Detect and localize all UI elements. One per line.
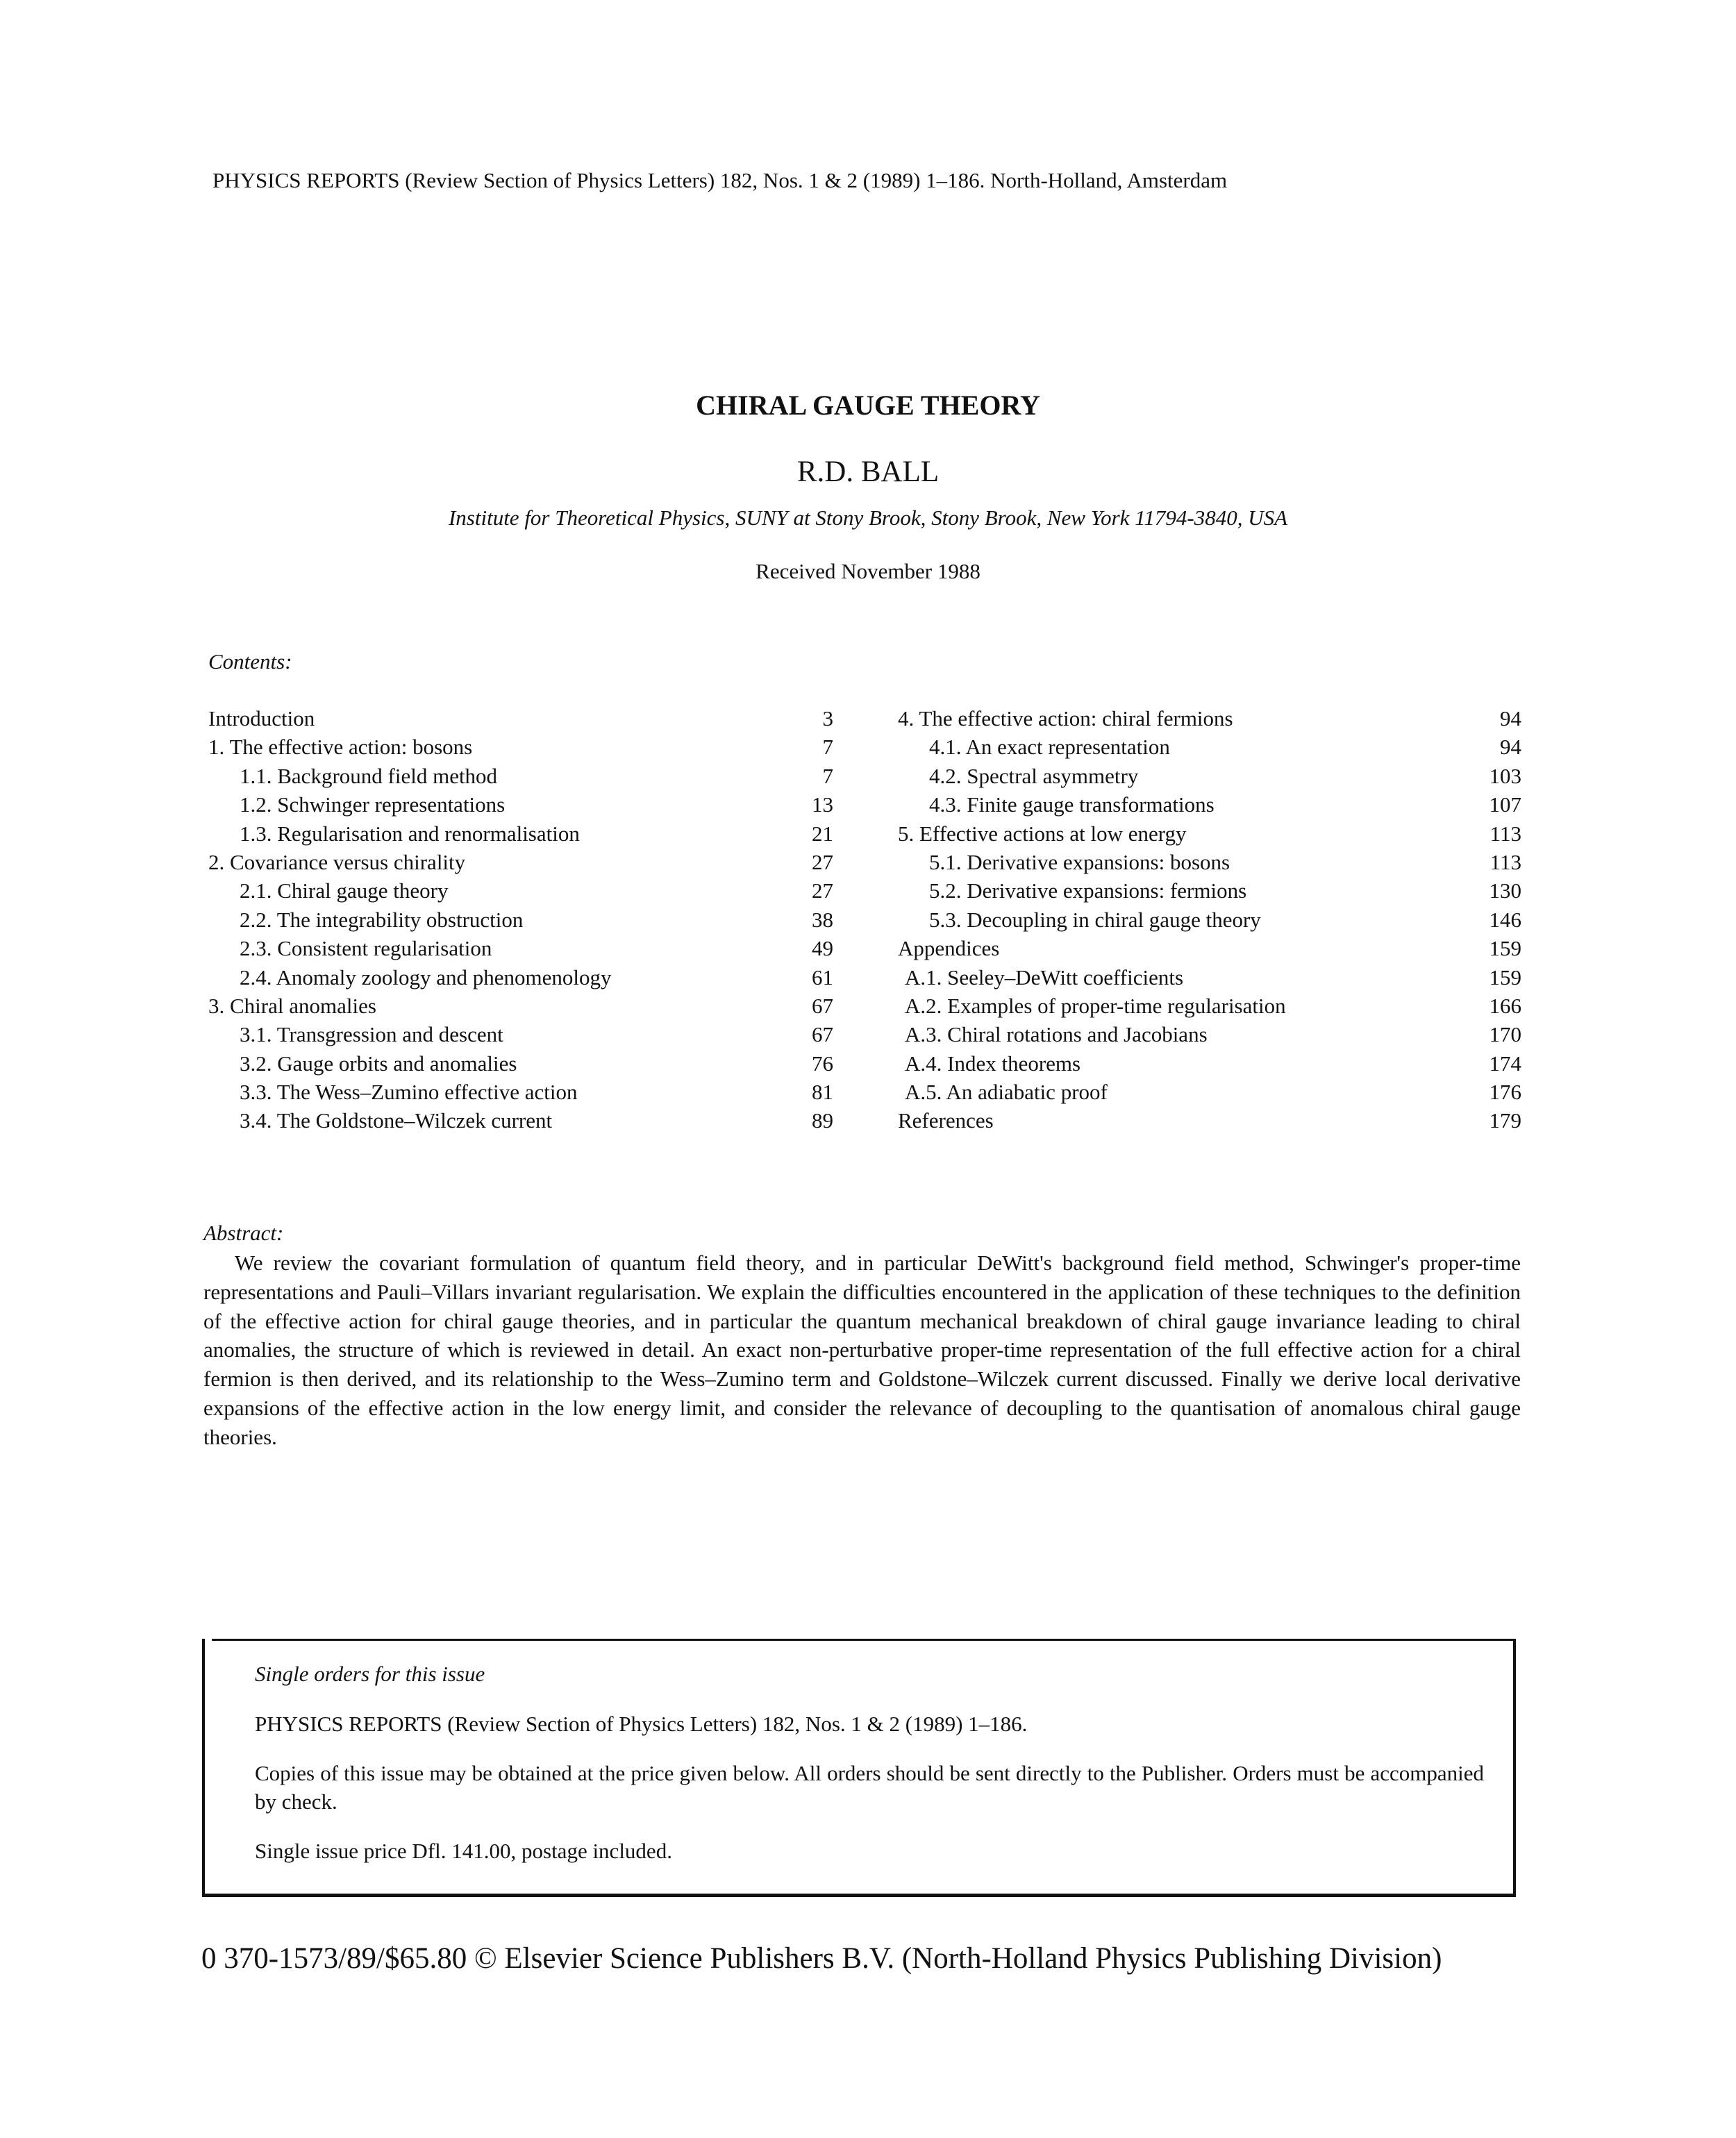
copyright-footer: 0 370-1573/89/$65.80 © Elsevier Science Publishers B.V. (North-Holland Physics Publishing Division)	[201, 1942, 1442, 1975]
toc-entry-label: 2.2. The integrability obstruction	[240, 907, 524, 932]
author: R.D. BALL	[796, 456, 940, 488]
order-box-top-rule	[212, 1639, 1513, 1641]
toc-entry-label: A.3. Chiral rotations and Jacobians	[905, 1022, 1208, 1047]
toc-entry-label: 5.1. Derivative expansions: bosons	[929, 849, 1230, 874]
toc-entry-page: 76	[812, 1051, 833, 1076]
toc-entry-page: 49	[812, 936, 833, 961]
toc-entry	[898, 704, 1521, 733]
received-date: Received November 1988	[756, 559, 980, 583]
toc-entry	[898, 1106, 1521, 1135]
toc-entry	[208, 1020, 833, 1049]
toc-entry	[208, 1078, 833, 1106]
toc-entry-page: 67	[812, 1022, 833, 1047]
toc-entry	[898, 992, 1521, 1020]
toc-entry-label: 5. Effective actions at low energy	[898, 821, 1187, 846]
toc-entry	[208, 1106, 833, 1135]
toc-entry-page: 7	[822, 763, 833, 788]
toc-entry	[208, 1049, 833, 1078]
contents-label: Contents:	[208, 649, 292, 674]
toc-entry-label: 4. The effective action: chiral fermions	[898, 706, 1233, 730]
affiliation: Institute for Theoretical Physics, SUNY at Stony Brook, Stony Brook, New York 11794-3840, USA	[448, 506, 1288, 530]
toc-entry-page: 103	[1489, 763, 1521, 788]
toc-entry-label: A.5. An adiabatic proof	[905, 1080, 1108, 1105]
toc-entry-page: 89	[812, 1108, 833, 1133]
toc-entry	[898, 790, 1521, 819]
toc-entry-label: 1.2. Schwinger representations	[240, 792, 506, 817]
toc-entry-label: 1. The effective action: bosons	[208, 735, 473, 760]
toc-entry-label: 1.1. Background field method	[240, 763, 498, 788]
toc-entry	[898, 1020, 1521, 1049]
toc-entry-page: 159	[1489, 964, 1521, 989]
toc-entry-label: 1.3. Regularisation and renormalisation	[240, 821, 580, 846]
toc-entry-label: 4.3. Finite gauge transformations	[929, 792, 1215, 817]
toc-entry-label: 5.3. Decoupling in chiral gauge theory	[929, 907, 1261, 932]
toc-entry-label: 3.1. Transgression and descent	[240, 1022, 503, 1047]
toc-entry-page: 3	[822, 706, 833, 730]
toc-entry	[208, 790, 833, 819]
toc-entry	[898, 963, 1521, 992]
journal-header: PHYSICS REPORTS (Review Section of Physics Letters) 182, Nos. 1 & 2 (1989) 1–186. North-Holland, Amsterdam	[212, 168, 1228, 192]
abstract-label: Abstract:	[203, 1221, 284, 1245]
toc-entry-label: A.1. Seeley–DeWitt coefficients	[905, 964, 1184, 989]
order-box-issue: PHYSICS REPORTS (Review Section of Physics Letters) 182, Nos. 1 & 2 (1989) 1–186.	[255, 1712, 1028, 1736]
toc-entry	[208, 992, 833, 1020]
toc-entry	[208, 963, 833, 992]
toc-entry-page: 159	[1489, 936, 1521, 961]
toc-entry-page: 94	[1500, 706, 1521, 730]
single-orders-box	[202, 1639, 1516, 1897]
toc-entry	[208, 905, 833, 934]
toc-entry	[898, 848, 1521, 876]
toc-entry-page: 113	[1489, 849, 1521, 874]
toc-entry-label: 2.1. Chiral gauge theory	[240, 878, 449, 903]
toc-entry	[208, 819, 833, 848]
toc-entry-page: 81	[812, 1080, 833, 1105]
toc-entry-page: 130	[1489, 878, 1521, 903]
toc-entry-label: A.4. Index theorems	[905, 1051, 1081, 1076]
toc-entry-label: 2.4. Anomaly zoology and phenomenology	[240, 964, 612, 989]
toc-entry-page: 170	[1489, 1022, 1521, 1047]
toc-entry-label: 5.2. Derivative expansions: fermions	[929, 878, 1247, 903]
toc-entry-label: 4.1. An exact representation	[929, 735, 1170, 760]
toc-right-column	[898, 704, 1521, 1135]
toc-entry-label: 3.4. The Goldstone–Wilczek current	[240, 1108, 553, 1133]
toc-entry-page: 113	[1489, 821, 1521, 846]
toc-entry-page: 13	[812, 792, 833, 817]
toc-entry	[208, 762, 833, 790]
toc-entry-page: 38	[812, 907, 833, 932]
toc-entry	[898, 876, 1521, 905]
toc-entry-label: 2.3. Consistent regularisation	[240, 936, 492, 961]
toc-entry	[898, 934, 1521, 962]
toc-entry-label: Introduction	[208, 706, 315, 730]
toc-entry	[898, 762, 1521, 790]
toc-entry-page: 166	[1489, 993, 1521, 1018]
toc-entry-label: References	[898, 1108, 994, 1133]
toc-entry-page: 21	[812, 821, 833, 846]
toc-entry	[898, 1049, 1521, 1078]
toc-entry	[898, 1078, 1521, 1106]
toc-entry	[898, 819, 1521, 848]
toc-entry	[208, 934, 833, 962]
toc-entry-page: 146	[1489, 907, 1521, 932]
toc-entry-page: 94	[1500, 735, 1521, 760]
toc-entry	[898, 905, 1521, 934]
order-box-heading: Single orders for this issue	[255, 1662, 485, 1686]
toc-entry-label: 2. Covariance versus chirality	[208, 849, 466, 874]
toc-entry-page: 61	[812, 964, 833, 989]
toc-entry-label: 3. Chiral anomalies	[208, 993, 376, 1018]
toc-left-column	[208, 704, 833, 1135]
toc-entry-page: 27	[812, 849, 833, 874]
toc-entry-label: 4.2. Spectral asymmetry	[929, 763, 1139, 788]
toc-entry	[208, 733, 833, 761]
toc-entry-label: Appendices	[898, 936, 1000, 961]
abstract-text: We review the covariant formulation of quantum field theory, and in particular DeWitt's background field method, Schwinger's proper-time representations and Pauli–Villars invariant regularisation. We explain the difficulties encountered in the application of these techniques to the definition of the effective action for chiral gauge theories, and in particular the quantum mechanical breakdown of chiral gauge invariance leading to chiral anomalies, the structure of which is reviewed in detail. An exact non-perturbative proper-time representation of the full effective action for a chiral fermion is then derived, and its relationship to the Wess–Zumino term and Goldstone–Wilczek current discussed. Finally we derive local derivative expansions of the effective action in the low energy limit, and consider the relevance of decoupling to the quantisation of anomalous chiral gauge theories.	[203, 1251, 1521, 1449]
toc-entry-page: 7	[822, 735, 833, 760]
toc-entry-page: 176	[1489, 1080, 1521, 1105]
toc-entry-label: 3.3. The Wess–Zumino effective action	[240, 1080, 578, 1105]
toc-entry-label: A.2. Examples of proper-time regularisation	[905, 993, 1286, 1018]
order-box-price: Single issue price Dfl. 141.00, postage included.	[255, 1839, 672, 1863]
paper-title: CHIRAL GAUGE THEORY	[696, 390, 1040, 421]
toc-entry-label: 3.2. Gauge orbits and anomalies	[240, 1051, 517, 1076]
toc-entry	[208, 704, 833, 733]
toc-entry-page: 67	[812, 993, 833, 1018]
toc-entry	[208, 876, 833, 905]
toc-entry-page: 27	[812, 878, 833, 903]
toc-entry	[208, 848, 833, 876]
toc-entry-page: 107	[1489, 792, 1521, 817]
toc-entry-page: 179	[1489, 1108, 1521, 1133]
toc-entry-page: 174	[1489, 1051, 1521, 1076]
toc-entry	[898, 733, 1521, 761]
order-box-copies: Copies of this issue may be obtained at the price given below. All orders should be sent directly to the Publisher. Orders must be accompanied by check.	[255, 1761, 1484, 1814]
